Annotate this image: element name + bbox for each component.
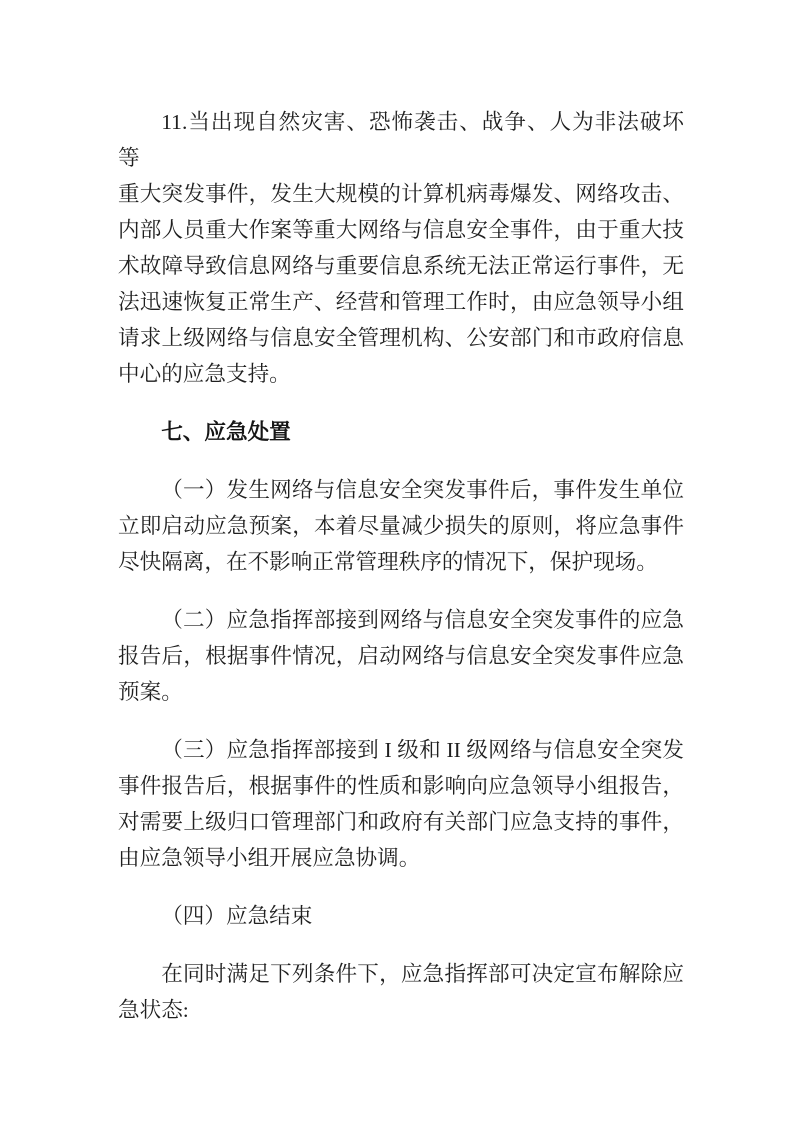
paragraph-closing <box>118 956 684 1028</box>
text-line: （三）应急指挥部接到 I 级和 II 级网络与信息安全突发 <box>161 738 684 762</box>
text-line: 内部人员重大作案等重大网络与信息安全事件，由于重大技 <box>118 218 684 242</box>
text-line: 中心的应急支持。 <box>118 362 291 386</box>
text-line: 重大突发事件，发生大规模的计算机病毒爆发、网络攻击、 <box>118 182 684 206</box>
text-line: 尽快隔离，在不影响正常管理秩序的情况下，保护现场。 <box>118 550 658 574</box>
paragraph-item-3 <box>118 732 684 876</box>
text-line: （二）应急指挥部接到网络与信息安全突发事件的应急 <box>161 608 684 632</box>
text-line: （一）发生网络与信息安全突发事件后，事件发生单位 <box>161 478 684 502</box>
paragraph-item-1 <box>118 472 684 580</box>
paragraph-item-2 <box>118 602 684 710</box>
paragraph-item-4 <box>118 898 684 934</box>
text-line: 术故障导致信息网络与重要信息系统无法正常运行事件，无 <box>118 254 684 278</box>
text-line: （四）应急结束 <box>161 904 313 928</box>
text-line: 请求上级网络与信息安全管理机构、公安部门和市政府信息 <box>118 326 684 350</box>
paragraph-11 <box>118 104 684 392</box>
text-line: 对需要上级归口管理部门和政府有关部门应急支持的事件， <box>118 810 684 834</box>
text-line: 预案。 <box>118 680 183 704</box>
text-line: 11.当出现自然灾害、恐怖袭击、战争、人为非法破坏等 <box>118 110 684 170</box>
document-content <box>118 104 684 1028</box>
text-line: 立即启动应急预案，本着尽量减少损失的原则，将应急事件 <box>118 514 684 538</box>
section-heading-7 <box>118 414 684 450</box>
text-line: 法迅速恢复正常生产、经营和管理工作时，由应急领导小组 <box>118 290 684 314</box>
text-line: 急状态: <box>118 998 189 1022</box>
text-line: 由应急领导小组开展应急协调。 <box>118 846 421 870</box>
text-line: 在同时满足下列条件下，应急指挥部可决定宣布解除应 <box>161 962 684 986</box>
text-line: 事件报告后，根据事件的性质和影响向应急领导小组报告， <box>118 774 684 798</box>
text-line: 报告后，根据事件情况，启动网络与信息安全突发事件应急 <box>118 644 684 668</box>
heading-text-line: 七、应急处置 <box>161 419 291 444</box>
